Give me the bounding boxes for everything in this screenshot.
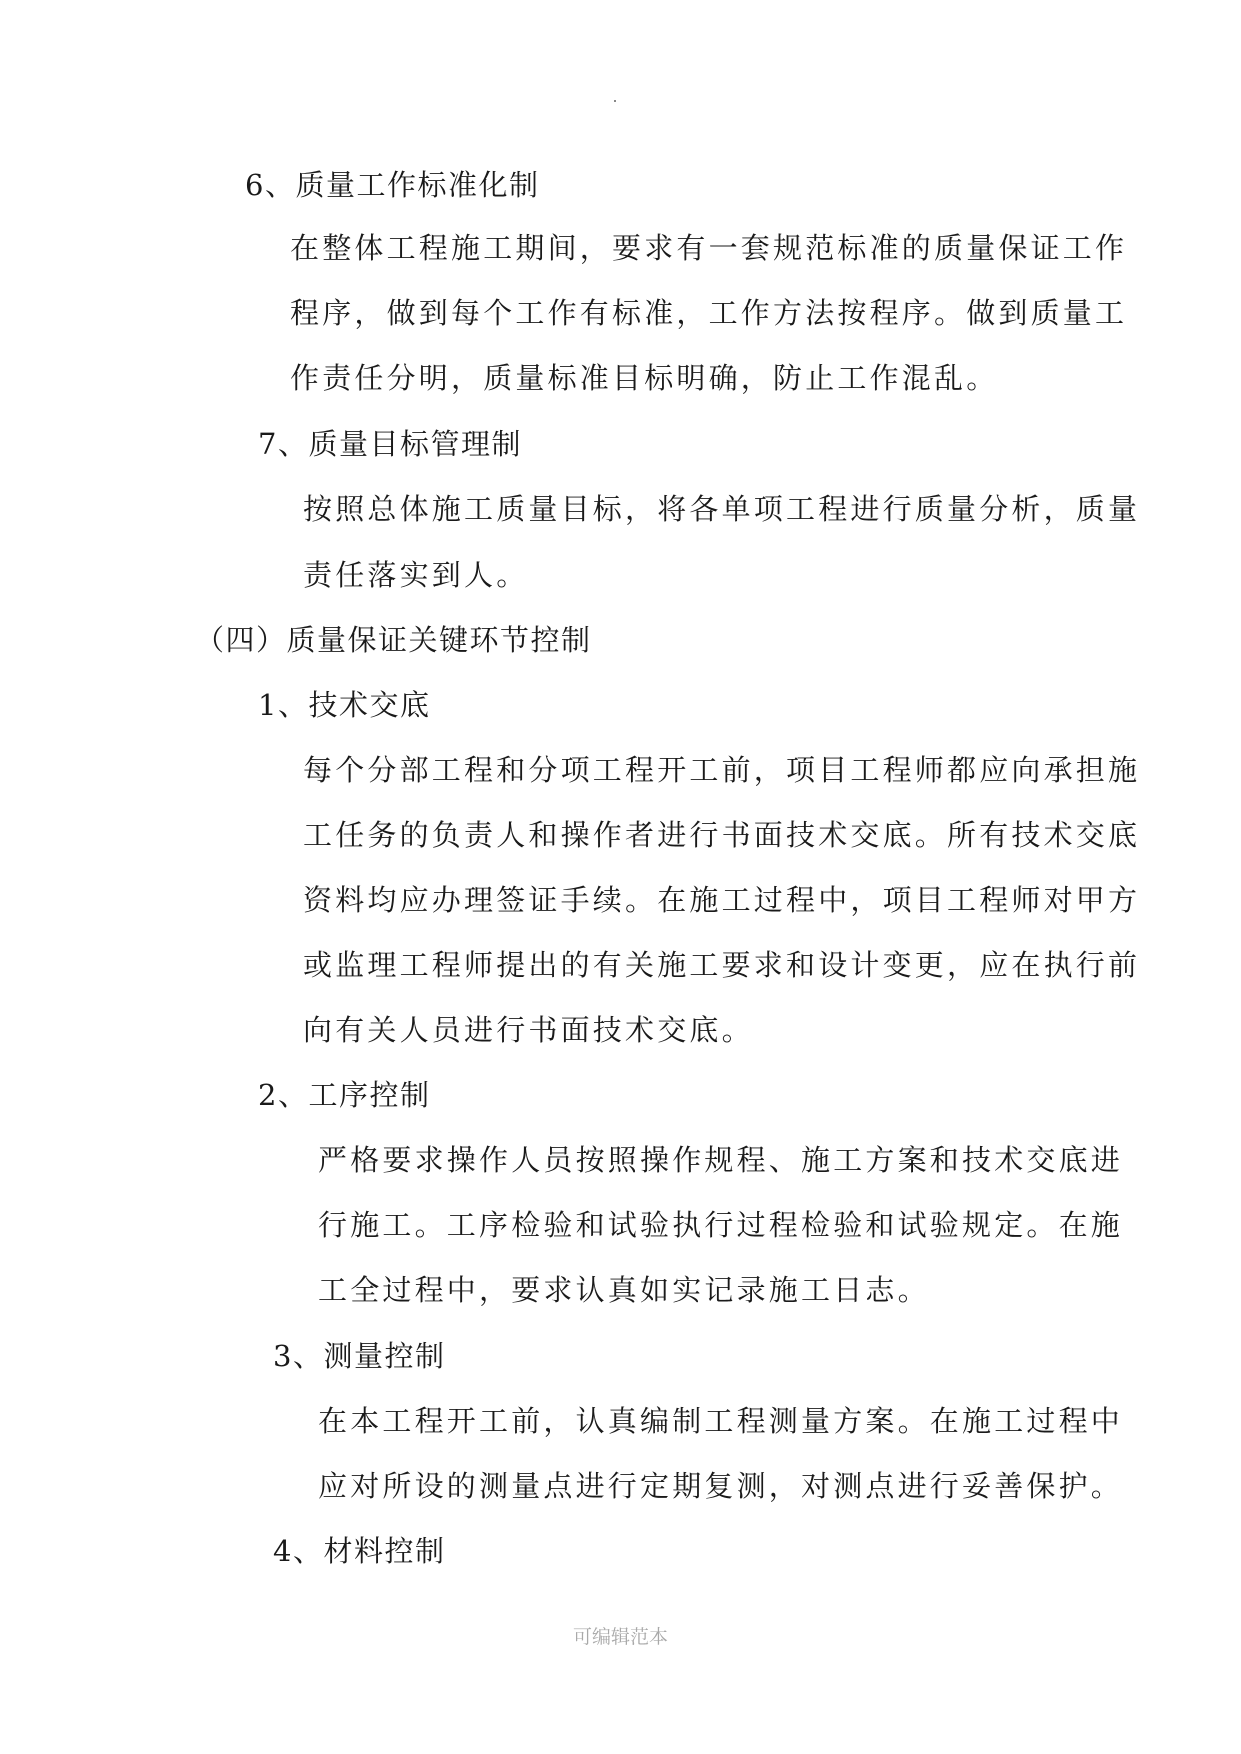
paragraph-7-line-1: 按照总体施工质量目标，将各单项工程进行质量分析，质量 [303,492,1141,526]
top-dot [614,100,616,102]
paragraph-6-line-1: 在整体工程施工期间，要求有一套规范标准的质量保证工作 [290,231,1128,265]
heading-4-1: 1、技术交底 [258,688,431,722]
heading-7: 7、质量目标管理制 [258,427,522,461]
paragraph-4-3-line-2: 应对所设的测量点进行定期复测，对测点进行妥善保护。 [318,1469,1124,1503]
page-footer: 可编辑范本 [572,1626,668,1648]
paragraph-4-1-line-4: 或监理工程师提出的有关施工要求和设计变更，应在执行前 [303,948,1141,982]
paragraph-4-1-line-3: 资料均应办理签证手续。在施工过程中，项目工程师对甲方 [303,883,1141,917]
heading-4-3: 3、测量控制 [273,1339,446,1373]
paragraph-6-line-2: 程序，做到每个工作有标准，工作方法按程序。做到质量工 [290,296,1128,330]
part-4-heading: （四）质量保证关键环节控制 [195,623,592,657]
paragraph-4-3-line-1: 在本工程开工前，认真编制工程测量方案。在施工过程中 [318,1404,1124,1438]
paragraph-4-1-line-2: 工任务的负责人和操作者进行书面技术交底。所有技术交底 [303,818,1141,852]
paragraph-4-1-line-5: 向有关人员进行书面技术交底。 [303,1013,754,1047]
paragraph-4-2-line-3: 工全过程中，要求认真如实记录施工日志。 [318,1273,930,1307]
paragraph-4-2-line-1: 严格要求操作人员按照操作规程、施工方案和技术交底进 [318,1143,1124,1177]
paragraph-4-2-line-2: 行施工。工序检验和试验执行过程检验和试验规定。在施 [318,1208,1124,1242]
heading-4-4: 4、材料控制 [273,1534,446,1568]
heading-4-2: 2、工序控制 [258,1078,431,1112]
paragraph-7-line-2: 责任落实到人。 [303,558,529,592]
paragraph-4-1-line-1: 每个分部工程和分项工程开工前，项目工程师都应向承担施 [303,753,1141,787]
heading-6: 6、质量工作标准化制 [245,168,540,202]
paragraph-6-line-3: 作责任分明，质量标准目标明确，防止工作混乱。 [290,361,999,395]
